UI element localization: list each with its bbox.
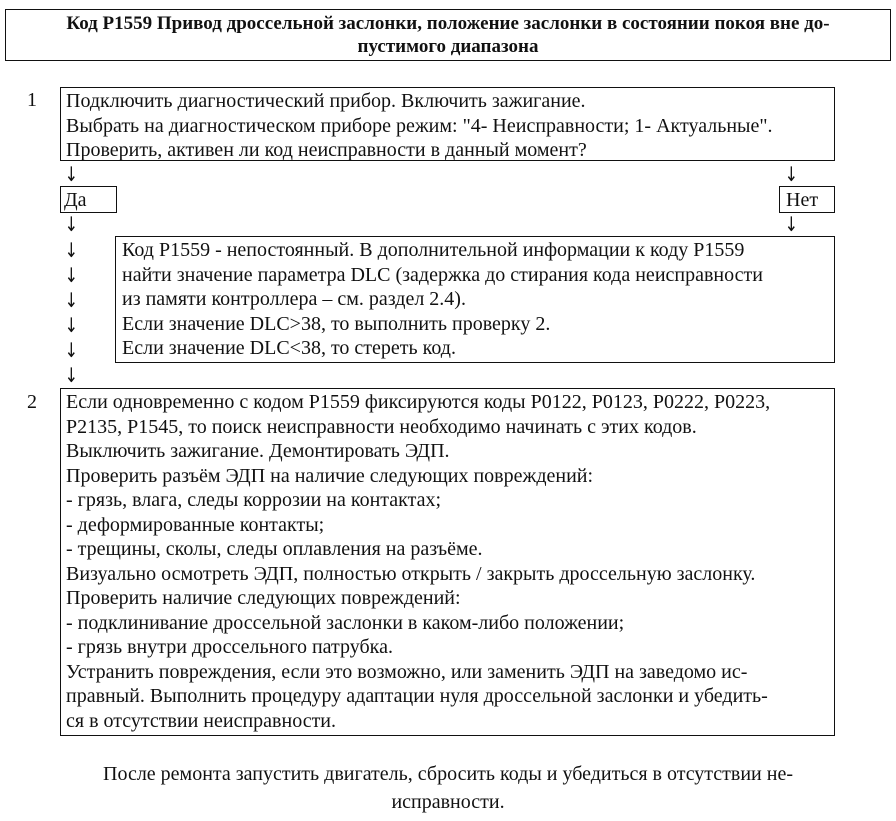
title-line-1: Код P1559 Привод дроссельной заслонки, положение заслонки в состоянии покоя вне до- (66, 13, 830, 34)
footer-line-2: исправности. (391, 791, 505, 813)
no-branch-label (779, 186, 835, 213)
arrow-down-icon: ↓ (784, 212, 799, 236)
footer-line-1: После ремонта запустить двигатель, сбросить коды и убедиться в отсутствии не- (103, 763, 793, 785)
no-branch-line: Код P1559 - непостоянный. В дополнительной информации к коду P1559 (122, 239, 745, 261)
step-1-line: Выбрать на диагностическом приборе режим: "4- Неисправности; 1- Актуальные". (66, 114, 773, 137)
step-2-line: - грязь, влага, следы коррозии на контактах; (66, 489, 442, 511)
step-2-line: Проверить разъём ЭДП на наличие следующих повреждений: (66, 464, 594, 487)
step-number-1: 1 (27, 89, 37, 111)
step-2-line: - деформированные контакты; (66, 513, 325, 536)
page-title (5, 9, 891, 61)
step-2-line: Визуально осмотреть ЭДП, полностью открыть / закрыть дроссельную заслонку. (66, 562, 756, 585)
no-branch-line: Если значение DLC<38, то стереть код. (122, 337, 456, 359)
step-2-line: ся в отсутствии неисправности. (66, 709, 337, 732)
no-branch-line: Если значение DLC>38, то выполнить проверку 2. (122, 312, 551, 335)
no-label: Нет (786, 189, 819, 211)
step-1-line: Подключить диагностический прибор. Включить зажигание. (66, 90, 586, 112)
no-branch-box (115, 236, 835, 363)
arrow-down-icon: ↓ (64, 263, 79, 287)
no-branch-line: найти значение параметра DLC (задержка до стирания кода неисправности (122, 263, 763, 286)
no-branch-line: из памяти контроллера – см. раздел 2.4). (122, 288, 466, 310)
title-line-2: пустимого диапазона (357, 36, 539, 57)
arrow-down-icon: ↓ (64, 162, 79, 186)
arrow-down-icon: ↓ (64, 238, 79, 262)
arrow-down-icon: ↓ (64, 313, 79, 337)
arrow-down-icon: ↓ (64, 338, 79, 362)
step-1-box (60, 87, 835, 161)
footer-note (0, 760, 896, 816)
step-2-line: правный. Выполнить процедуру адаптации нуля дроссельной заслонки и убедить- (66, 685, 768, 707)
step-1-line: Проверить, активен ли код неисправности в данный момент? (66, 139, 587, 161)
yes-label: Да (64, 189, 87, 211)
step-2-box (60, 388, 835, 736)
arrow-down-icon: ↓ (64, 288, 79, 312)
arrow-down-icon: ↓ (64, 212, 79, 236)
arrow-down-icon: ↓ (64, 363, 79, 387)
step-2-line: Устранить повреждения, если это возможно, или заменить ЭДП на заведомо ис- (66, 660, 748, 683)
step-2-line: Проверить наличие следующих повреждений: (66, 587, 461, 609)
step-number-2: 2 (27, 391, 37, 413)
step-2-line: - подклинивание дроссельной заслонки в каком-либо положении; (66, 611, 625, 634)
step-2-line: - трещины, сколы, следы оплавления на разъёме. (66, 538, 483, 560)
arrow-down-icon: ↓ (784, 162, 799, 186)
step-2-line: P2135, P1545, то поиск неисправности необходимо начинать с этих кодов. (66, 415, 697, 438)
step-2-line: Выключить зажигание. Демонтировать ЭДП. (66, 440, 450, 462)
yes-branch-label (60, 186, 117, 213)
step-2-line: Если одновременно с кодом P1559 фиксируются коды P0122, P0123, P0222, P0223, (66, 391, 771, 413)
step-2-line: - грязь внутри дроссельного патрубка. (66, 636, 393, 658)
